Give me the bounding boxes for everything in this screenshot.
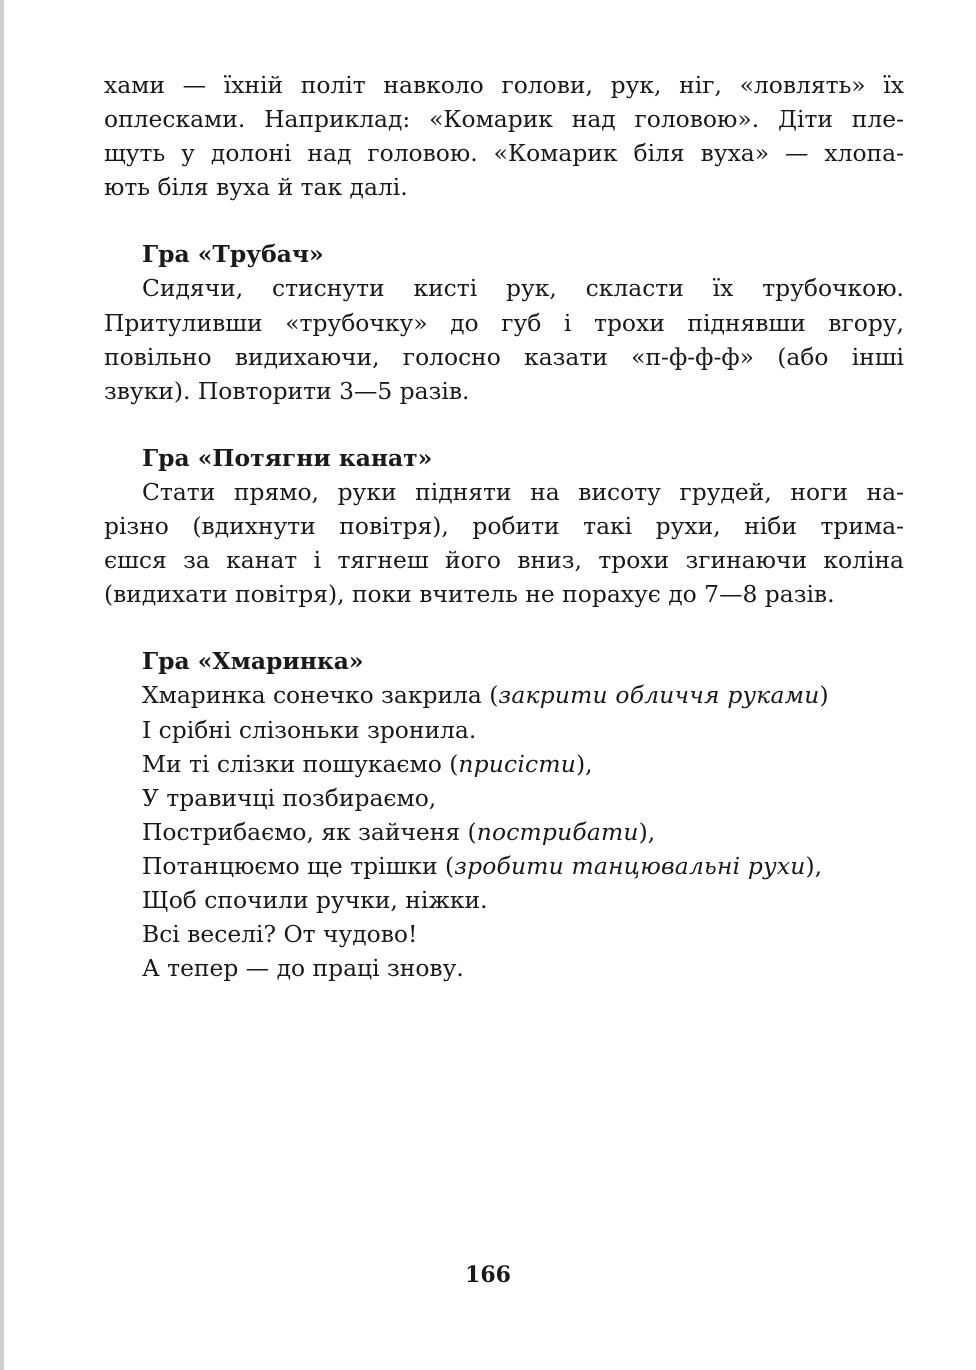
text-line: єшся за канат і тягнеш його вниз, трохи згинаючи коліна (104, 546, 904, 575)
text-line: Стати прямо, руки підняти на висоту грудей, ноги на- (142, 477, 904, 506)
poem-line (142, 781, 904, 815)
poem-text: Щоб спочили ручки, ніжки. (142, 885, 488, 914)
section-heading: Гра «Трубач» (142, 240, 324, 269)
intro-paragraph (104, 68, 904, 204)
poem-instruction: пострибати (476, 817, 639, 846)
poem-text: Потанцюємо ще трішки ( (142, 851, 455, 880)
game-kanat-paragraph (104, 475, 904, 611)
text-line: звуки). Повторити 3—5 разів. (104, 376, 470, 405)
poem-line (142, 815, 904, 849)
text-line: різно (вдихнути повітря), робити такі рухи, ніби трима- (104, 512, 904, 541)
poem-text: А тепер — до праці знову. (142, 954, 464, 983)
text-line: Сидячи, стиснути кисті рук, скласти їх трубочкою. (142, 274, 904, 303)
poem-text: І срібні слізоньки зронила. (142, 715, 477, 744)
poem-instruction: присісти (458, 749, 576, 778)
page-number: 166 (465, 1262, 511, 1288)
text-line: оплесками. Наприклад: «Комарик над головою». Діти пле- (104, 105, 904, 134)
poem-text: У травичці позбираємо, (142, 783, 437, 812)
poem-punct: ), (805, 851, 823, 880)
poem-line (142, 917, 904, 951)
page-edge (0, 0, 4, 1370)
text-line: хами — їхній політ навколо голови, рук, ніг, «ловлять» їх (104, 71, 904, 99)
poem-text: Пострибаємо, як зайченя ( (142, 817, 477, 846)
text-line: ють біля вуха й так далі. (104, 173, 408, 202)
section-heading: Гра «Хмаринка» (142, 647, 364, 676)
section-heading: Гра «Потягни канат» (142, 443, 433, 472)
poem-punct: ), (638, 817, 656, 846)
poem-instruction: зробити танцювальні рухи (454, 851, 806, 880)
poem-punct: ) (819, 681, 829, 710)
game-khmarynka-poem (104, 678, 904, 985)
poem-line (142, 849, 904, 883)
poem-line (142, 883, 904, 917)
poem-line (142, 713, 904, 747)
poem-text: Ми ті слізки пошукаємо ( (142, 749, 459, 778)
poem-line (142, 951, 904, 985)
poem-punct: ), (576, 749, 593, 778)
poem-line (142, 678, 904, 712)
text-line: (видихати повітря), поки вчитель не порахує до 7—8 разів. (104, 580, 835, 609)
page-content (104, 68, 904, 985)
game-trubach-paragraph (104, 271, 904, 407)
poem-text: Хмаринка сонечко закрила ( (142, 681, 499, 710)
poem-text: Всі веселі? От чудово! (142, 920, 418, 949)
poem-instruction: закрити обличчя руками (498, 681, 820, 710)
text-line: Притуливши «трубочку» до губ і трохи піднявши вгору, (104, 308, 904, 337)
poem-line (142, 747, 904, 781)
text-line: повільно видихаючи, голосно казати «п-ф-ф-ф» (або інші (104, 342, 904, 371)
text-line: щуть у долоні над головою. «Комарик біля вуха» — хлопа- (104, 139, 904, 168)
